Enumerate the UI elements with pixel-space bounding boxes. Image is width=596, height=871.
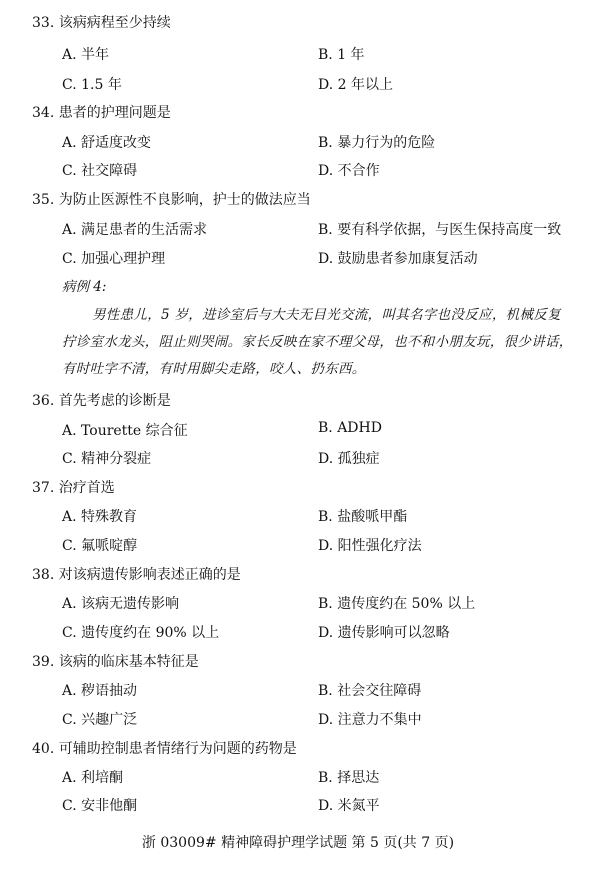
question-number: 33. — [32, 15, 55, 31]
option-c: C. 遗传度约在 90% 以上 — [62, 625, 220, 641]
question-number: 36. — [32, 393, 55, 409]
option-c: C. 社交障碍 — [62, 163, 138, 179]
option-b: B. 暴力行为的危险 — [318, 135, 436, 151]
question-number: 40. — [32, 741, 55, 757]
question-36 — [32, 390, 171, 410]
question-38 — [32, 564, 241, 584]
option-a: A. 该病无遗传影响 — [62, 596, 180, 612]
option-d: D. 阳性强化疗法 — [318, 538, 422, 554]
question-stem: 可辅助控制患者情绪行为问题的药物是 — [58, 741, 297, 757]
option-a: A. 秽语抽动 — [62, 683, 138, 699]
option-d: D. 不合作 — [318, 163, 380, 179]
option-c: C. 安非他酮 — [62, 798, 138, 814]
option-a: A. 满足患者的生活需求 — [62, 222, 208, 238]
page-footer: 浙 03009# 精神障碍护理学试题 第 5 页(共 7 页) — [141, 835, 455, 851]
option-a: A. 利培酮 — [62, 770, 124, 786]
option-a: A. 半年 — [62, 47, 110, 63]
question-stem: 患者的护理问题是 — [58, 105, 171, 121]
option-d: D. 注意力不集中 — [318, 712, 422, 728]
question-stem: 对该病遗传影响表述正确的是 — [58, 567, 241, 583]
option-b: B. 遗传度约在 50% 以上 — [318, 596, 476, 612]
case-text-line: 男性患儿，5 岁，进诊室后与大夫无目光交流，叫其名字也没反应，机械反复 — [92, 307, 561, 323]
option-a: A. Tourette 综合征 — [62, 423, 188, 439]
option-b: B. 要有科学依据，与医生保持高度一致 — [318, 222, 562, 238]
question-number: 39. — [32, 654, 55, 670]
option-b: B. 择思达 — [318, 770, 380, 786]
option-b: B. 盐酸哌甲酯 — [318, 509, 408, 525]
question-34 — [32, 102, 171, 122]
option-d: D. 遗传影响可以忽略 — [318, 625, 450, 641]
option-b: B. 社会交往障碍 — [318, 683, 422, 699]
question-35 — [32, 189, 311, 209]
option-c: C. 兴趣广泛 — [62, 712, 138, 728]
option-c: C. 加强心理护理 — [62, 251, 166, 267]
option-b: B. 1 年 — [318, 47, 365, 63]
question-stem: 首先考虑的诊断是 — [58, 393, 171, 409]
question-number: 38. — [32, 567, 55, 583]
option-d: D. 2 年以上 — [318, 77, 393, 93]
question-number: 34. — [32, 105, 55, 121]
question-stem: 治疗首选 — [58, 480, 115, 496]
option-d: D. 米氮平 — [318, 798, 380, 814]
option-c: C. 1.5 年 — [62, 77, 122, 93]
question-stem: 为防止医源性不良影响，护士的做法应当 — [58, 192, 311, 208]
question-number: 37. — [32, 480, 55, 496]
case-text-line: 拧诊室水龙头，阻止则哭闹。家长反映在家不理父母，也不和小朋友玩，很少讲话， — [62, 334, 573, 350]
option-d: D. 孤独症 — [318, 451, 380, 467]
question-stem: 该病病程至少持续 — [58, 15, 171, 31]
option-a: A. 舒适度改变 — [62, 135, 152, 151]
question-number: 35. — [32, 192, 55, 208]
question-33 — [32, 12, 171, 32]
option-b: B. ADHD — [318, 420, 382, 436]
option-c: C. 精神分裂症 — [62, 451, 152, 467]
question-39 — [32, 651, 199, 671]
question-stem: 该病的临床基本特征是 — [58, 654, 199, 670]
option-a: A. 特殊教育 — [62, 509, 138, 525]
option-c: C. 氟哌啶醇 — [62, 538, 138, 554]
option-d: D. 鼓励患者参加康复活动 — [318, 251, 478, 267]
question-40 — [32, 738, 297, 758]
case-title: 病例 4: — [62, 279, 107, 295]
question-37 — [32, 477, 115, 497]
case-text-line: 有时吐字不清，有时用脚尖走路，咬人、扔东西。 — [62, 361, 366, 377]
